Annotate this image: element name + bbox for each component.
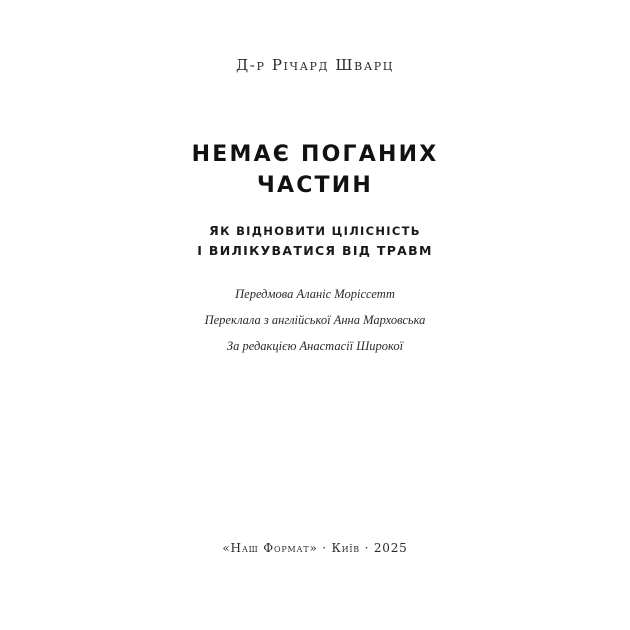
author-name: Д-р Річард Шварц <box>236 56 394 74</box>
translator-credit: Переклала з англійської Анна Марховська <box>204 313 426 327</box>
editor-credit: За редакцією Анастасії Широкої <box>226 339 404 353</box>
foreword-credit: Передмова Аланіс Моріссетт <box>235 287 395 301</box>
book-title-line-1: НЕМАЄ ПОГАНИХ <box>191 142 439 167</box>
book-subtitle-line-2: І ВИЛІКУВАТИСЯ ВІД ТРАВМ <box>197 243 433 258</box>
book-subtitle <box>0 221 630 261</box>
credits-block <box>0 285 630 363</box>
book-title-line-2: ЧАСТИН <box>257 173 373 198</box>
publisher-imprint: «Наш Формат» · Київ · 2025 <box>222 541 408 555</box>
book-title <box>0 139 630 201</box>
book-subtitle-line-1: ЯК ВІДНОВИТИ ЦІЛІСНІСТЬ <box>209 223 421 238</box>
